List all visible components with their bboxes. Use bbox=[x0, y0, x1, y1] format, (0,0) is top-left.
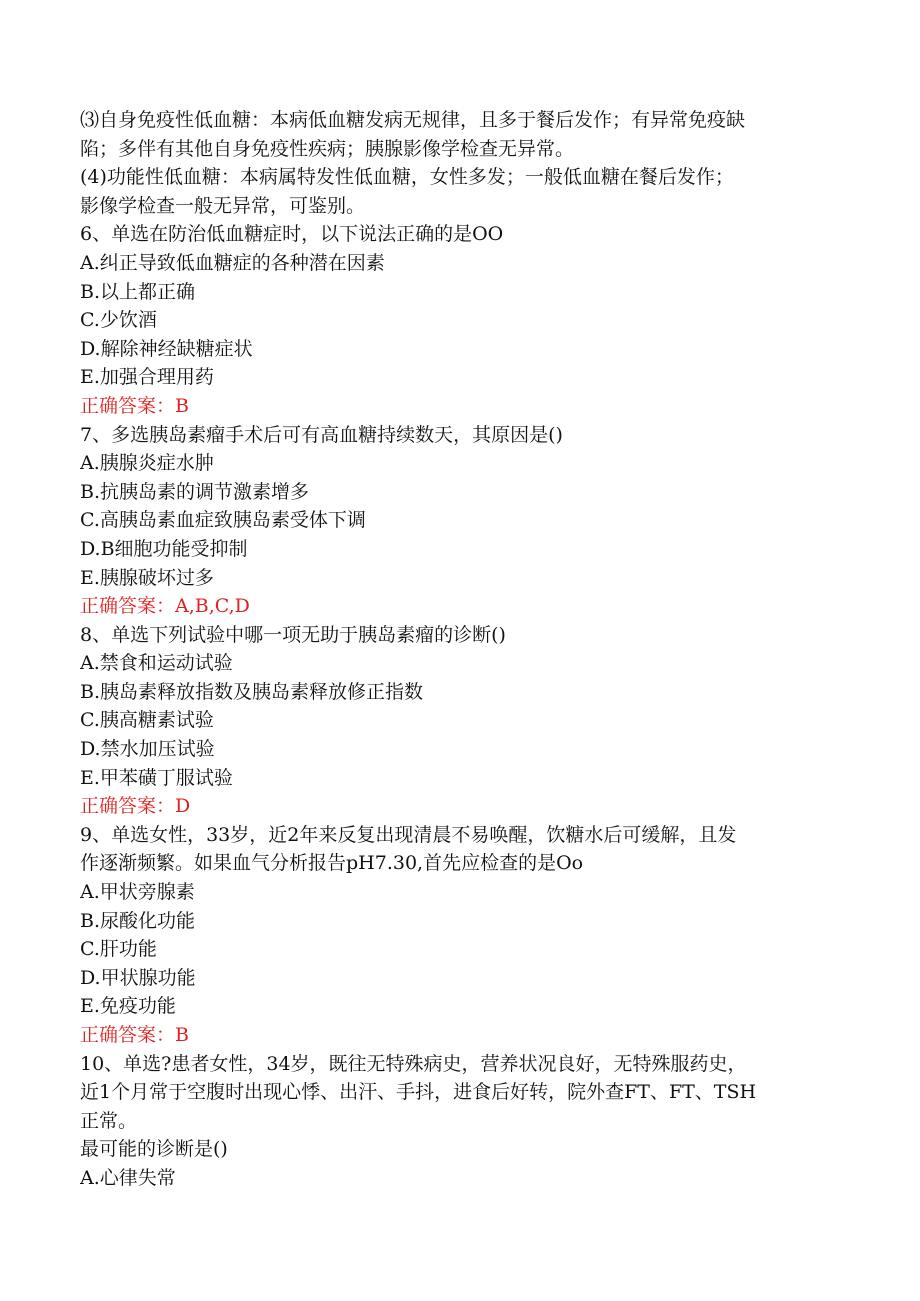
document-page bbox=[80, 106, 840, 1193]
text-line: 作逐渐频繁。如果血气分析报告pH7.30,首先应检查的是Oo bbox=[80, 852, 584, 875]
answer-line: 正确答案：B bbox=[80, 1024, 189, 1046]
text-line: B.尿酸化功能 bbox=[80, 909, 196, 932]
text-line: D.甲状腺功能 bbox=[80, 966, 196, 989]
text-line: E.加强合理用药 bbox=[80, 366, 214, 389]
text-line: 影像学检查一般无异常，可鉴别。 bbox=[80, 194, 366, 217]
text-line: D.解除神经缺糖症状 bbox=[80, 337, 253, 360]
text-line: 10、单选?患者女性，34岁，既往无特殊病史，营养状况良好，无特殊服药史， bbox=[80, 1052, 747, 1075]
text-line: D.禁水加压试验 bbox=[80, 738, 215, 761]
text-line: A.甲状旁腺素 bbox=[80, 881, 195, 904]
text-line: C.高胰岛素血症致胰岛素受体下调 bbox=[80, 509, 366, 532]
text-line: 7、多选胰岛素瘤手术后可有高血糖持续数天，其原因是() bbox=[80, 423, 563, 446]
text-line: B.抗胰岛素的调节激素增多 bbox=[80, 480, 310, 503]
text-line: ⑶自身免疫性低血糖：本病低血糖发病无规律，且多于餐后发作；有异常免疫缺 bbox=[80, 109, 746, 131]
text-line: B.胰岛素释放指数及胰岛素释放修正指数 bbox=[80, 680, 424, 703]
text-line: A.禁食和运动试验 bbox=[80, 652, 233, 675]
text-line: C.胰高糖素试验 bbox=[80, 709, 214, 732]
text-line: 9、单选女性，33岁，近2年来反复出现清晨不易唤醒，饮糖水后可缓解，且发 bbox=[80, 823, 737, 846]
text-line: B.以上都正确 bbox=[80, 280, 196, 303]
text-line: 近1个月常于空腹时出现心悸、出汗、手抖，进食后好转，院外查FT、FT、TSH bbox=[80, 1081, 757, 1104]
text-line: E.免疫功能 bbox=[80, 995, 176, 1018]
text-line: 8、单选下列试验中哪一项无助于胰岛素瘤的诊断() bbox=[80, 623, 506, 646]
text-line: 最可能的诊断是() bbox=[80, 1138, 228, 1161]
text-line: A.胰腺炎症水肿 bbox=[80, 452, 214, 475]
text-line: A.纠正导致低血糖症的各种潜在因素 bbox=[80, 251, 385, 274]
text-line: 正常。 bbox=[80, 1109, 138, 1132]
answer-line: 正确答案：B bbox=[80, 394, 189, 417]
answer-line: 正确答案：D bbox=[80, 795, 191, 818]
text-line: 6、单选在防治低血糖症时，以下说法正确的是OO bbox=[80, 223, 504, 246]
text-line: C.少饮酒 bbox=[80, 309, 157, 332]
answer-line: 正确答案：A,B,C,D bbox=[80, 595, 250, 618]
text-line: 陷；多伴有其他自身免疫性疾病；胰腺影像学检查无异常。 bbox=[80, 137, 575, 160]
text-line: C.肝功能 bbox=[80, 938, 157, 961]
text-line: E.甲苯磺丁服试验 bbox=[80, 766, 233, 789]
text-line: D.B细胞功能受抑制 bbox=[80, 537, 248, 560]
text-line: E.胰腺破坏过多 bbox=[80, 566, 214, 589]
text-line: A.心律失常 bbox=[80, 1166, 176, 1189]
text-line: (4)功能性低血糖：本病属特发性低血糖，女性多发；一般低血糖在餐后发作； bbox=[80, 166, 734, 189]
